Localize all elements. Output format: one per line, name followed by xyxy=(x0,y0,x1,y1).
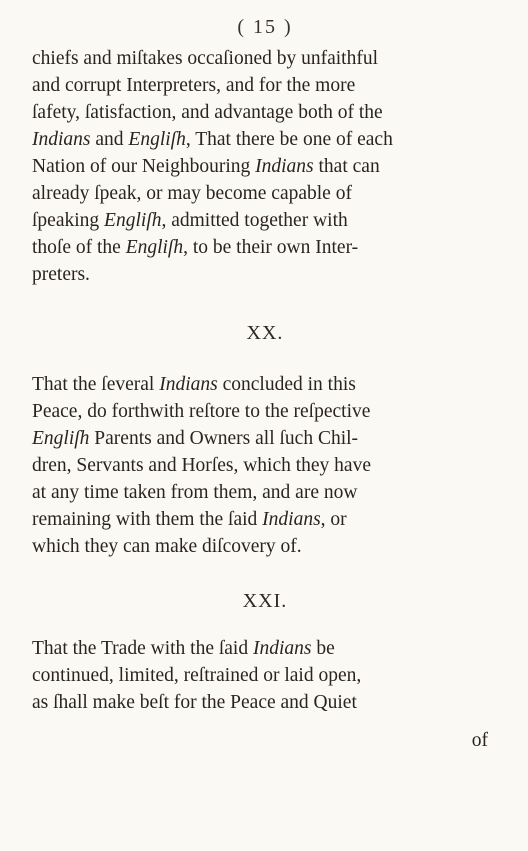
text-line: Indians and Engliſh, That there be one of each xyxy=(32,129,393,150)
text-line: already ſpeak, or may become capable of xyxy=(32,183,352,204)
text-line: preters. xyxy=(32,264,90,285)
text-line: thoſe of the Engliſh, to be their own Inter- xyxy=(32,237,359,258)
text-line: Nation of our Neighbouring Indians that can xyxy=(32,156,380,177)
section-heading-xx: XX. xyxy=(246,322,284,344)
text-line: ſafety, ſatisfaction, and advantage both of the xyxy=(32,102,383,123)
text-line: at any time taken from them, and are now xyxy=(32,482,358,503)
page-number: ( 15 ) xyxy=(237,16,293,38)
paragraph-xx xyxy=(32,371,498,560)
catchword: of xyxy=(471,730,488,751)
paragraph-intro xyxy=(32,45,498,288)
text-line: chiefs and miſtakes occaſioned by unfaithful xyxy=(32,48,379,69)
text-line: which they can make diſcovery of. xyxy=(32,536,302,557)
text-line: dren, Servants and Horſes, which they have xyxy=(32,455,371,476)
text-line: as ſhall make beſt for the Peace and Quiet xyxy=(32,692,357,713)
text-line: and corrupt Interpreters, and for the more xyxy=(32,75,356,96)
text-line: Peace, do forthwith reſtore to the reſpective xyxy=(32,401,371,422)
text-line: ſpeaking Engliſh, admitted together with xyxy=(32,210,348,231)
text-line: continued, limited, reſtrained or laid open, xyxy=(32,665,362,686)
text-line: That the ſeveral Indians concluded in this xyxy=(32,374,356,395)
paragraph-xxi xyxy=(32,635,498,716)
section-heading-xxi: XXI. xyxy=(242,590,288,612)
text-line: That the Trade with the ſaid Indians be xyxy=(32,638,335,659)
text-line: Engliſh Parents and Owners all ſuch Chil- xyxy=(32,428,359,449)
text-line: remaining with them the ſaid Indians, or xyxy=(32,509,347,530)
